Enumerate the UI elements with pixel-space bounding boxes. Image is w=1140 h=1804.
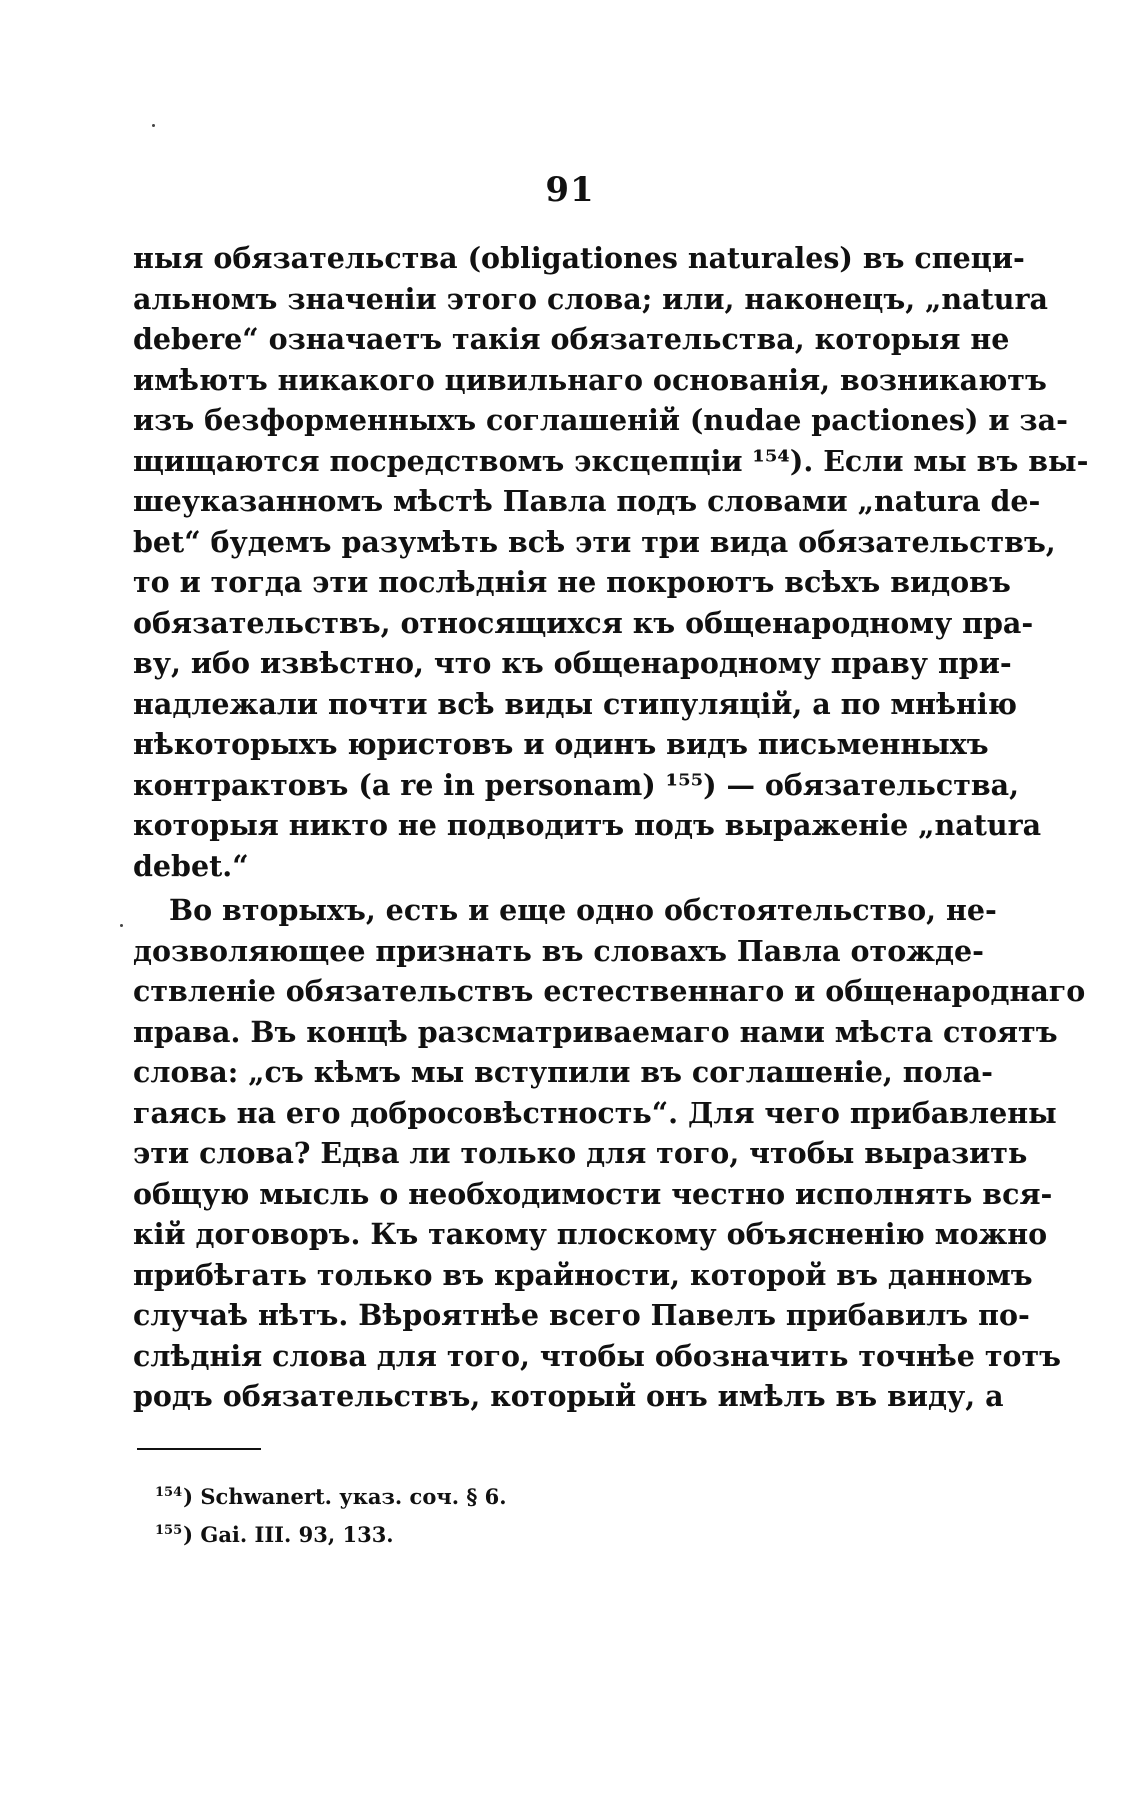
text-line: общую мысль о необходимости честно исполнять вся- <box>133 1176 1053 1211</box>
text-line: Во вторыхъ, есть и еще одно обстоятельство, не- <box>169 893 997 927</box>
text-line: щищаются посредствомъ эксцепцiи ¹⁵⁴). Если мы въ вы- <box>133 443 1089 478</box>
text-line: надлежали почти всѣ виды стипуляцiй, а по мнѣнiю <box>133 686 1017 721</box>
text-line: дозволяющее признать въ словахъ Павла отожде- <box>133 933 984 968</box>
text-line: нѣкоторыхъ юристовъ и одинъ видъ письменныхъ <box>133 727 989 761</box>
scan-speck <box>152 124 155 127</box>
text-line: ствленiе обязательствъ естественнаго и общенароднаго <box>133 974 1086 1008</box>
footnote-154 <box>155 1476 507 1514</box>
text-line: прибѣгать только въ крайности, которой въ данномъ <box>133 1257 1033 1292</box>
text-line: права. Въ концѣ разсматриваемаго нами мѣста стоятъ <box>133 1014 1058 1049</box>
text-line: случаѣ нѣтъ. Вѣроятнѣе всего Павелъ прибавилъ по- <box>133 1298 1030 1332</box>
footnote-text: ) Schwanert. указ. соч. § 6. <box>183 1484 507 1509</box>
text-line: альномъ значенiи этого слова; или, наконецъ, „natura <box>133 281 1048 316</box>
text-line: debere“ означаетъ такiя обязательства, которыя не <box>133 322 1010 356</box>
text-line: изъ безформенныхъ соглашенiй (nudae pactiones) и за- <box>133 403 1068 437</box>
text-line: то и тогда эти послѣднiя не покроютъ всѣхъ видовъ <box>133 565 1011 599</box>
text-line: ныя обязательства (obligationes naturales) въ специ- <box>133 241 1025 275</box>
text-line: debet.“ <box>133 848 249 883</box>
footnotes <box>155 1476 507 1552</box>
footnote-mark: 154 <box>155 1485 183 1500</box>
text-line: слѣднiя слова для того, чтобы обозначить точнѣе тотъ <box>133 1338 1062 1373</box>
page-number: 91 <box>545 170 595 210</box>
text-line: обязательствъ, относящихся къ общенародному пра- <box>133 605 1034 640</box>
text-line: которыя никто не подводитъ подъ выраженiе „natura <box>133 808 1042 842</box>
text-line: слова: „съ кѣмъ мы вступили въ соглашенiе, пола- <box>133 1055 993 1089</box>
paragraph-1 <box>133 238 1089 886</box>
scan-speck <box>120 924 123 927</box>
text-line: ву, ибо извѣстно, что къ общенародному праву при- <box>133 646 1012 680</box>
text-line: контрактовъ (a re in personam) ¹⁵⁵) — обязательства, <box>133 767 1020 802</box>
text-line: эти слова? Едва ли только для того, чтобы выразить <box>133 1136 1028 1170</box>
footnote-divider <box>137 1448 261 1450</box>
paragraph-2 <box>133 890 1086 1417</box>
text-line: имѣютъ никакого цивильнаго основанiя, возникаютъ <box>133 362 1047 397</box>
text-line: шеуказанномъ мѣстѣ Павла подъ словами „natura de- <box>133 484 1041 518</box>
text-line: bet“ будемъ разумѣть всѣ эти три вида обязательствъ, <box>133 524 1056 559</box>
footnote-mark: 155 <box>155 1523 183 1538</box>
footnote-155 <box>155 1514 507 1552</box>
text-line: родъ обязательствъ, который онъ имѣлъ въ виду, а <box>133 1379 1004 1413</box>
footnote-text: ) Gai. III. 93, 133. <box>183 1522 394 1547</box>
text-line: кiй договоръ. Къ такому плоскому объясненiю можно <box>133 1217 1048 1251</box>
text-line: гаясь на его добросовѣстность“. Для чего прибавлены <box>133 1095 1057 1130</box>
